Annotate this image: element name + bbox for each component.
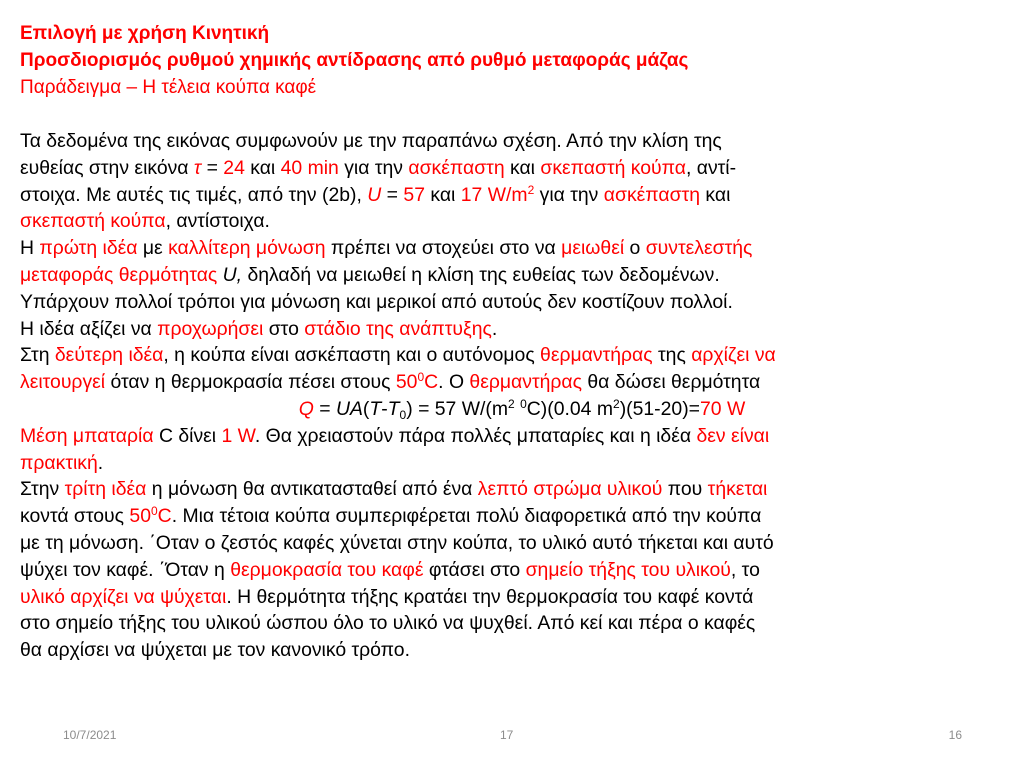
text-line	[20, 289, 1024, 316]
text-line	[20, 316, 1024, 343]
text-run: θα δώσει θερμότητα	[582, 371, 761, 394]
text-run: ψύχει τον καφέ. ΄Όταν η	[20, 558, 231, 581]
text-run: κοντά στους	[20, 505, 130, 528]
text-run: T	[369, 397, 382, 420]
highlight-text: δεύτερη ιδέα	[54, 344, 164, 367]
text-run: ) = 57 W/(m	[406, 397, 509, 420]
text-run: Στην	[20, 478, 65, 501]
text-run: της	[652, 344, 692, 367]
text-line	[20, 235, 1024, 262]
text-line	[20, 262, 1024, 289]
text-line	[20, 342, 1024, 369]
text-run: στο	[263, 317, 305, 340]
highlight-text: συντελεστής	[645, 237, 753, 260]
text-run: δηλαδή να μειωθεί η κλίση της ευθείας των δεδομένων.	[242, 263, 720, 286]
text-run: =	[313, 397, 336, 420]
text-run: φτάσει στο	[423, 558, 526, 581]
text-line	[20, 208, 1024, 235]
text-run: -	[381, 397, 388, 420]
highlight-text: σημείο τήξης του υλικού	[525, 558, 731, 581]
text-run: για την	[534, 183, 604, 206]
heading-line-1: Επιλογή με χρήση Κινητική	[20, 23, 270, 44]
heading-line-2: Προσδιορισμός ρυθμού χημικής αντίδρασης από ρυθμό μεταφοράς μάζας	[20, 50, 689, 71]
highlight-text: 50	[395, 371, 418, 394]
highlight-text: 50	[129, 505, 151, 528]
text-run: η μόνωση θα αντικατασταθεί από ένα	[146, 478, 478, 501]
text-run: όταν η θερμοκρασία πέσει στους	[105, 371, 396, 394]
highlight-text: Q	[298, 397, 314, 420]
text-run: 2	[613, 396, 620, 411]
highlight-text: τήκεται	[707, 478, 768, 501]
text-run: T	[387, 397, 400, 420]
text-run: με τη μόνωση. ΄Οταν ο ζεστός καφές χύνεται στην κούπα, το υλικό αυτό τήκεται και αυτό	[20, 531, 774, 554]
highlight-text: 0	[417, 370, 425, 385]
highlight-text: τ	[193, 156, 202, 179]
text-line	[20, 637, 1024, 664]
highlight-text: σκεπαστή κούπα	[20, 210, 166, 233]
body-text	[20, 128, 1024, 664]
footer-date: 10/7/2021	[63, 728, 117, 742]
text-run: =	[381, 183, 404, 206]
highlight-text: τρίτη ιδέα	[64, 478, 147, 501]
text-run: .	[97, 451, 104, 474]
heading-line-3: Παράδειγμα – Η τέλεια κούπα καφέ	[20, 77, 317, 98]
highlight-text: πρώτη ιδέα	[39, 237, 138, 260]
highlight-text: λειτουργεί	[20, 371, 106, 394]
slide-number: 16	[948, 728, 962, 742]
text-run: , η κούπα είναι ασκέπαστη και ο αυτόνομος	[163, 344, 541, 367]
text-run: 2	[508, 396, 515, 411]
highlight-text: 24	[223, 156, 245, 179]
text-run: Η ιδέα αξίζει να	[20, 317, 158, 340]
text-run: και	[504, 156, 541, 179]
highlight-text: C	[157, 505, 172, 528]
highlight-text: Μέση μπαταρία	[20, 424, 154, 447]
text-run: Η	[20, 237, 40, 260]
text-run: . Ο	[438, 371, 470, 394]
highlight-text: C	[424, 371, 439, 394]
text-run: ο	[624, 237, 646, 260]
text-line	[20, 503, 1024, 530]
text-line	[20, 182, 1024, 209]
text-run: , αντίστοιχα.	[165, 210, 270, 233]
text-line	[20, 155, 1024, 182]
text-line	[20, 450, 1024, 477]
highlight-text: U	[367, 183, 382, 206]
text-run: Στη	[20, 344, 55, 367]
text-run: ευθείας στην εικόνα	[20, 156, 194, 179]
highlight-text: σκεπαστή κούπα	[540, 156, 686, 179]
text-run: και	[700, 183, 731, 206]
highlight-text: 40 min	[280, 156, 339, 179]
text-run: . Μια τέτοια κούπα συμπεριφέρεται πολύ διαφορετικά από την κούπα	[171, 505, 762, 528]
text-run: . Θα χρειαστούν πάρα πολλές μπαταρίες και η ιδέα	[254, 424, 697, 447]
highlight-text: 2	[527, 182, 535, 197]
highlight-text: υλικό αρχίζει να ψύχεται	[20, 585, 227, 608]
text-run: (	[362, 397, 370, 420]
highlight-text: 17 W/m	[460, 183, 528, 206]
text-run: U,	[222, 263, 243, 286]
highlight-text: στάδιο της ανάπτυξης	[304, 317, 492, 340]
text-line	[20, 128, 1024, 155]
highlight-text: θερμαντήρας	[540, 344, 653, 367]
highlight-text: 70 W	[699, 397, 746, 420]
text-run: 0	[520, 396, 527, 411]
text-line	[20, 530, 1024, 557]
text-run: .	[491, 317, 498, 340]
text-run: και	[244, 156, 281, 179]
text-run: UA	[335, 397, 363, 420]
highlight-text: προχωρήσει	[157, 317, 264, 340]
text-run: =	[201, 156, 224, 179]
text-run: , το	[730, 558, 760, 581]
text-run: για την	[338, 156, 409, 179]
text-line	[20, 584, 1024, 611]
highlight-text: ασκέπαστη	[603, 183, 701, 206]
highlight-text: ασκέπαστη	[408, 156, 505, 179]
text-run: Τα δεδομένα της εικόνας συμφωνούν με την παραπάνω σχέση. Από την κλίση της	[20, 130, 722, 152]
highlight-text: θερμαντήρας	[469, 371, 582, 394]
text-run: . Η θερμότητα τήξης κρατάει την θερμοκρασία του καφέ κοντά	[226, 585, 754, 608]
highlight-text: πρακτική	[20, 451, 98, 474]
text-line	[20, 557, 1024, 584]
text-run: που	[662, 478, 708, 501]
text-run: 0	[399, 407, 407, 422]
slide-heading	[20, 20, 1010, 101]
text-run: πρέπει να στοχεύει στο να	[325, 237, 562, 260]
text-line	[20, 423, 1024, 450]
text-run: )(51-20)=	[619, 397, 700, 420]
text-run: C δίνει	[153, 424, 222, 447]
text-run: θα αρχίσει να ψύχεται με τον κανονικό τρόπο.	[20, 639, 410, 662]
highlight-text: καλλίτερη μόνωση	[168, 237, 326, 260]
highlight-text: 57	[403, 183, 425, 206]
text-run: Υπάρχουν πολλοί τρόποι για μόνωση και μερικοί από αυτούς δεν κοστίζουν πολλοί.	[20, 290, 733, 313]
text-run: , αντί-	[685, 156, 737, 179]
text-line	[20, 610, 1024, 637]
highlight-text: 0	[150, 504, 158, 519]
highlight-text: μεταφοράς θερμότητας	[20, 263, 223, 286]
highlight-text: δεν είναι	[696, 424, 770, 447]
text-run: με	[137, 237, 169, 260]
text-run: C)(0.04 m	[526, 397, 613, 420]
text-run: στοιχα. Με αυτές τις τιμές, από την (2b),	[20, 183, 368, 206]
highlight-text: αρχίζει να	[691, 344, 776, 367]
footer-center-number: 17	[500, 728, 514, 742]
text-run: στο σημείο τήξης του υλικού ώσπου όλο το υλικό να ψυχθεί. Από κεί και πέρα ο καφές	[20, 612, 756, 635]
heat-equation	[20, 396, 1024, 423]
highlight-text: λεπτό στρώμα υλικού	[477, 478, 663, 501]
text-line	[20, 369, 1024, 396]
text-line	[20, 476, 1024, 503]
highlight-text: θερμοκρασία του καφέ	[230, 558, 424, 581]
highlight-text: 1 W	[221, 424, 255, 447]
highlight-text: μειωθεί	[561, 237, 625, 260]
text-run: και	[424, 183, 461, 206]
